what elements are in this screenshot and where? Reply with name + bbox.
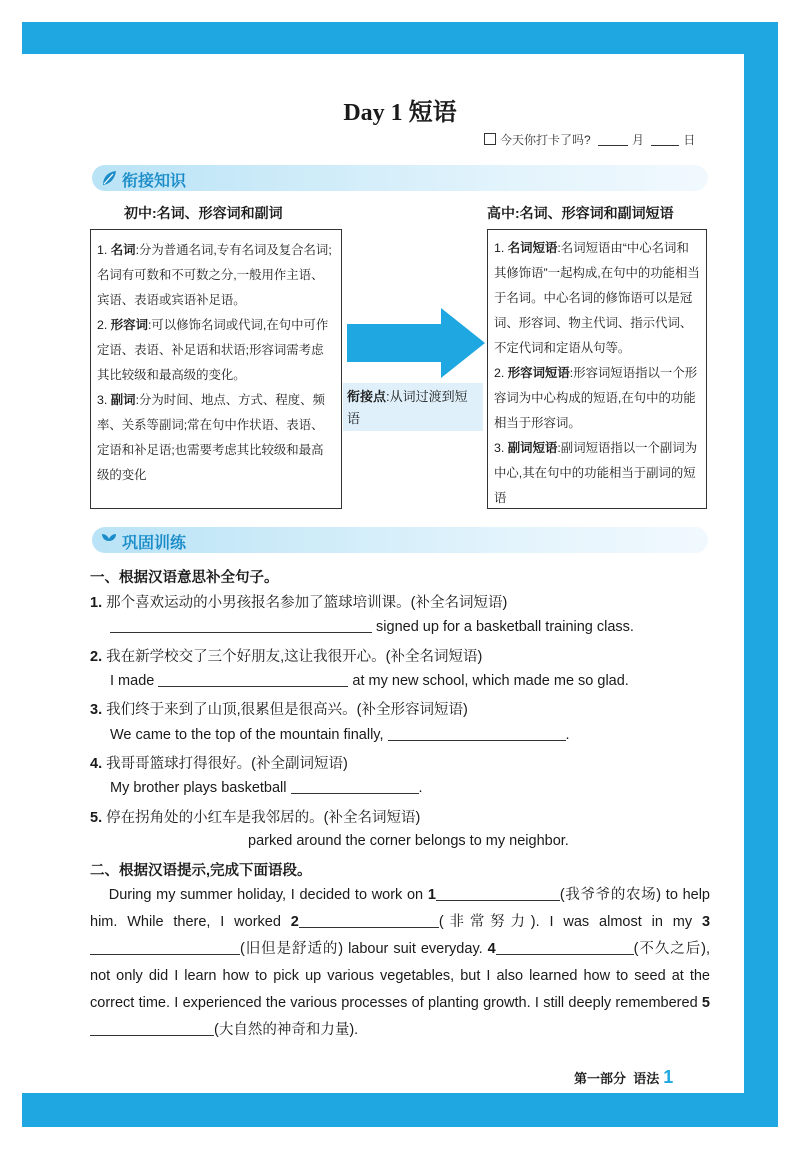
footer-topic: 语法 xyxy=(633,1071,660,1086)
answer-line-1: signed up for a basketball training class. xyxy=(110,618,634,635)
question-2: 2. 我在新学校交了三个好朋友,这让我很开心。(补全名词短语) xyxy=(90,649,483,665)
answer-blank[interactable] xyxy=(158,672,348,687)
junior-item: 1. 名词:分为普通名词,专有名词及复合名词;名词有可数和不可数之分,一般用作主语、宾语、表语或宾语补足语。 xyxy=(97,243,332,307)
page-frame-top xyxy=(22,22,778,54)
question-3: 3. 我们终于来到了山顶,很累但是很高兴。(补全形容词短语) xyxy=(90,702,468,718)
page-footer xyxy=(574,1067,673,1088)
checkin-line xyxy=(484,131,695,148)
section-label: 巩固训练 xyxy=(122,535,187,552)
junior-box xyxy=(90,229,342,509)
section-label: 衔接知识 xyxy=(122,173,187,190)
answer-line-5: parked around the corner belongs to my neighbor. xyxy=(248,833,569,849)
passage: During my summer holiday, I decided to work on 1 (我爷爷的农场) to help him. While there, I worked 2 (非常努力). I was almost in my 3(旧但是舒适的) labour suit everyday. 4 (不久之后), not only did I learn how to pick up various vegetables, but I also learned how to seed at the correct time. I experienced the various processes of planting growth. I still deeply remembered 5(大自然的神奇和力量). xyxy=(90,887,711,1038)
checkin-text: 今天你打卡了吗? xyxy=(500,133,591,147)
page-frame-bottom xyxy=(22,1093,778,1127)
month-label: 月 xyxy=(632,133,645,147)
link-point-box: 衔接点:从词过渡到短语 xyxy=(343,383,483,431)
passage-blank[interactable] xyxy=(90,1021,214,1036)
section-bar-knowledge xyxy=(92,165,708,191)
page-title: Day 1 短语 xyxy=(343,100,457,126)
answer-line-2: I made at my new school, which made me so glad. xyxy=(110,673,629,689)
passage-blank[interactable] xyxy=(90,940,240,955)
junior-heading: 初中:名词、形容词和副词 xyxy=(124,205,283,221)
footer-section: 第一部分 xyxy=(574,1071,627,1086)
answer-blank[interactable] xyxy=(110,618,372,633)
answer-blank[interactable] xyxy=(388,726,566,741)
passage-blank[interactable] xyxy=(436,886,560,901)
section-bar-practice xyxy=(92,527,708,553)
ginkgo-icon xyxy=(100,531,118,549)
leaf-icon xyxy=(100,169,118,187)
senior-item: 3. 副词短语:副词短语指以一个副词为中心,其在句中的功能相当于副词的短语 xyxy=(494,441,698,505)
senior-box xyxy=(487,229,707,509)
question-1: 1. 那个喜欢运动的小男孩报名参加了篮球培训课。(补全名词短语) xyxy=(90,595,508,611)
senior-heading: 高中:名词、形容词和副词短语 xyxy=(487,205,674,221)
part2-heading: 二、根据汉语提示,完成下面语段。 xyxy=(90,863,312,879)
passage-blank[interactable] xyxy=(299,913,439,928)
day-blank[interactable] xyxy=(651,135,679,146)
question-5: 5. 停在拐角处的小红车是我邻居的。(补全名词短语) xyxy=(90,810,421,826)
answer-line-3: We came to the top of the mountain finally, . xyxy=(110,727,570,743)
answer-line-4: My brother plays basketball . xyxy=(110,780,423,796)
page-number: 1 xyxy=(663,1067,674,1087)
day-label: 日 xyxy=(683,133,696,147)
senior-item: 1. 名词短语:名词短语由“中心名词和其修饰语”一起构成,在句中的功能相当于名词。中心名词的修饰语可以是冠词、形容词、物主代词、指示代词、不定代词和定语从句等。 xyxy=(494,241,700,355)
answer-blank[interactable] xyxy=(291,779,419,794)
senior-item: 2. 形容词短语:形容词短语指以一个形容词为中心构成的短语,在句中的功能相当于形容词。 xyxy=(494,366,698,430)
part1-heading: 一、根据汉语意思补全句子。 xyxy=(90,570,279,586)
passage-blank[interactable] xyxy=(496,940,634,955)
page-frame-right xyxy=(744,22,778,1127)
checkbox[interactable] xyxy=(484,133,496,145)
arrow-right-icon xyxy=(347,308,485,378)
question-4: 4. 我哥哥篮球打得很好。(补全副词短语) xyxy=(90,756,348,772)
junior-item: 3. 副词:分为时间、地点、方式、程度、频率、关系等副词;常在句中作状语、表语、定语和补足语;也需要考虑其比较级和最高级的变化 xyxy=(97,393,325,482)
junior-item: 2. 形容词:可以修饰名词或代词,在句中可作定语、表语、补足语和状语;形容词需考虑其比较级和最高级的变化。 xyxy=(97,318,329,382)
month-blank[interactable] xyxy=(598,135,628,146)
